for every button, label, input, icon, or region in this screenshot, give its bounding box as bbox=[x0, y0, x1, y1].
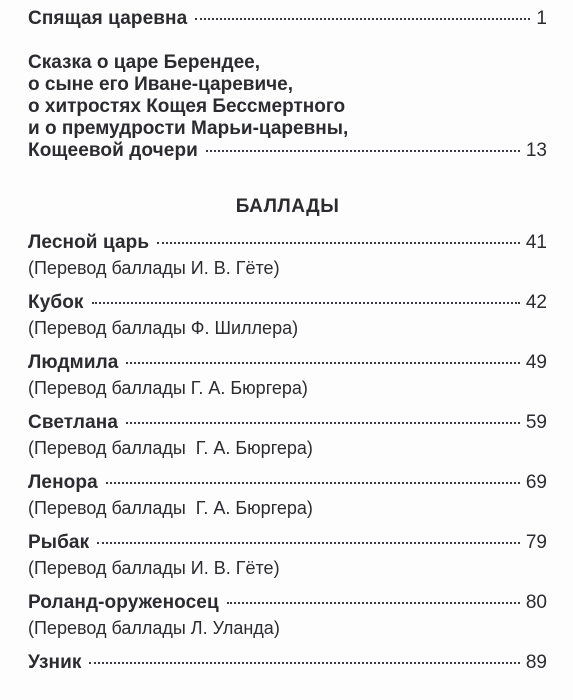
toc-entry-page: 49 bbox=[525, 352, 547, 373]
toc-entry-subtitle: (Перевод баллады Г. А. Бюргера) bbox=[28, 498, 313, 518]
toc-entry-subtitle: (Перевод баллады Г. А. Бюргера) bbox=[28, 378, 308, 398]
toc-entry-ballad bbox=[28, 652, 547, 676]
toc-entry-title-line: о хитростях Кощея Бессмертного bbox=[28, 96, 346, 117]
dot-leader bbox=[89, 662, 519, 664]
toc-entry-title: Кубок bbox=[28, 292, 84, 313]
toc-entry-title: Рыбак bbox=[28, 532, 90, 553]
toc-entry-subtitle: (Перевод баллады Г. А. Бюргера) bbox=[28, 438, 313, 458]
dot-leader bbox=[157, 242, 520, 244]
toc-entry-ballad bbox=[28, 472, 547, 520]
toc-entry-ballad bbox=[28, 532, 547, 580]
toc-entry-row bbox=[28, 352, 547, 376]
dot-leader bbox=[92, 302, 520, 304]
toc-entry-page: 42 bbox=[525, 292, 547, 313]
toc-entry-row bbox=[28, 8, 547, 30]
dot-leader bbox=[106, 482, 520, 484]
toc-entry-title: Лесной царь bbox=[28, 232, 150, 253]
section-heading: БАЛЛАДЫ bbox=[235, 196, 340, 217]
toc-entry-subtitle: (Перевод баллады И. В. Гёте) bbox=[28, 558, 280, 578]
toc-entry-page: 89 bbox=[525, 652, 547, 673]
toc-entry-row bbox=[28, 592, 547, 616]
toc-entry-page: 13 bbox=[525, 140, 547, 161]
toc-entry-row bbox=[28, 652, 547, 676]
toc-entry-title: Спящая царевна bbox=[28, 8, 188, 29]
dot-leader bbox=[195, 18, 530, 20]
toc-entry-sleeping-princess bbox=[28, 8, 547, 42]
toc-entry-title: Светлана bbox=[28, 412, 119, 433]
toc-entry-subtitle: (Перевод баллады Ф. Шиллера) bbox=[28, 318, 299, 338]
toc-entry-subtitle: (Перевод баллады И. В. Гёте) bbox=[28, 258, 280, 278]
toc-entry-ballad bbox=[28, 412, 547, 460]
toc-entry-row bbox=[28, 140, 547, 162]
toc-entry-title-line: Кощеевой дочери bbox=[28, 140, 198, 161]
toc-entry-berendey-tale bbox=[28, 52, 547, 162]
toc-entry-title: Ленора bbox=[28, 472, 98, 493]
dot-leader bbox=[126, 422, 520, 424]
dot-leader bbox=[97, 542, 520, 544]
dot-leader bbox=[126, 362, 519, 364]
toc-entry-title-line: Сказка о царе Берендее, bbox=[28, 52, 260, 73]
toc-entry-ballad bbox=[28, 232, 547, 280]
toc-entry-row bbox=[28, 532, 547, 556]
toc-entry-title-line: и о премудрости Марьи-царевны, bbox=[28, 118, 349, 139]
toc-entry-row bbox=[28, 232, 547, 256]
dot-leader bbox=[206, 150, 520, 152]
toc-entry-row bbox=[28, 472, 547, 496]
toc-entry-page: 80 bbox=[525, 592, 547, 613]
toc-entry-page: 59 bbox=[525, 412, 547, 433]
table-of-contents bbox=[28, 8, 547, 688]
toc-entry-title: Роланд-оруженосец bbox=[28, 592, 219, 613]
toc-entry-page: 1 bbox=[536, 8, 547, 29]
toc-entry-page: 69 bbox=[525, 472, 547, 493]
toc-entry-ballad bbox=[28, 592, 547, 640]
toc-entry-subtitle: (Перевод баллады Л. Уланда) bbox=[28, 618, 280, 638]
toc-entry-ballad bbox=[28, 352, 547, 400]
toc-entry-page: 79 bbox=[525, 532, 547, 553]
toc-entry-title: Людмила bbox=[28, 352, 119, 373]
toc-entry-row bbox=[28, 412, 547, 436]
toc-entry-title-line: о сыне его Иване-царевиче, bbox=[28, 74, 294, 95]
toc-entry-row bbox=[28, 292, 547, 316]
toc-entry-ballad bbox=[28, 292, 547, 340]
toc-entry-title: Узник bbox=[28, 652, 82, 673]
dot-leader bbox=[227, 602, 520, 604]
toc-entry-page: 41 bbox=[525, 232, 547, 253]
